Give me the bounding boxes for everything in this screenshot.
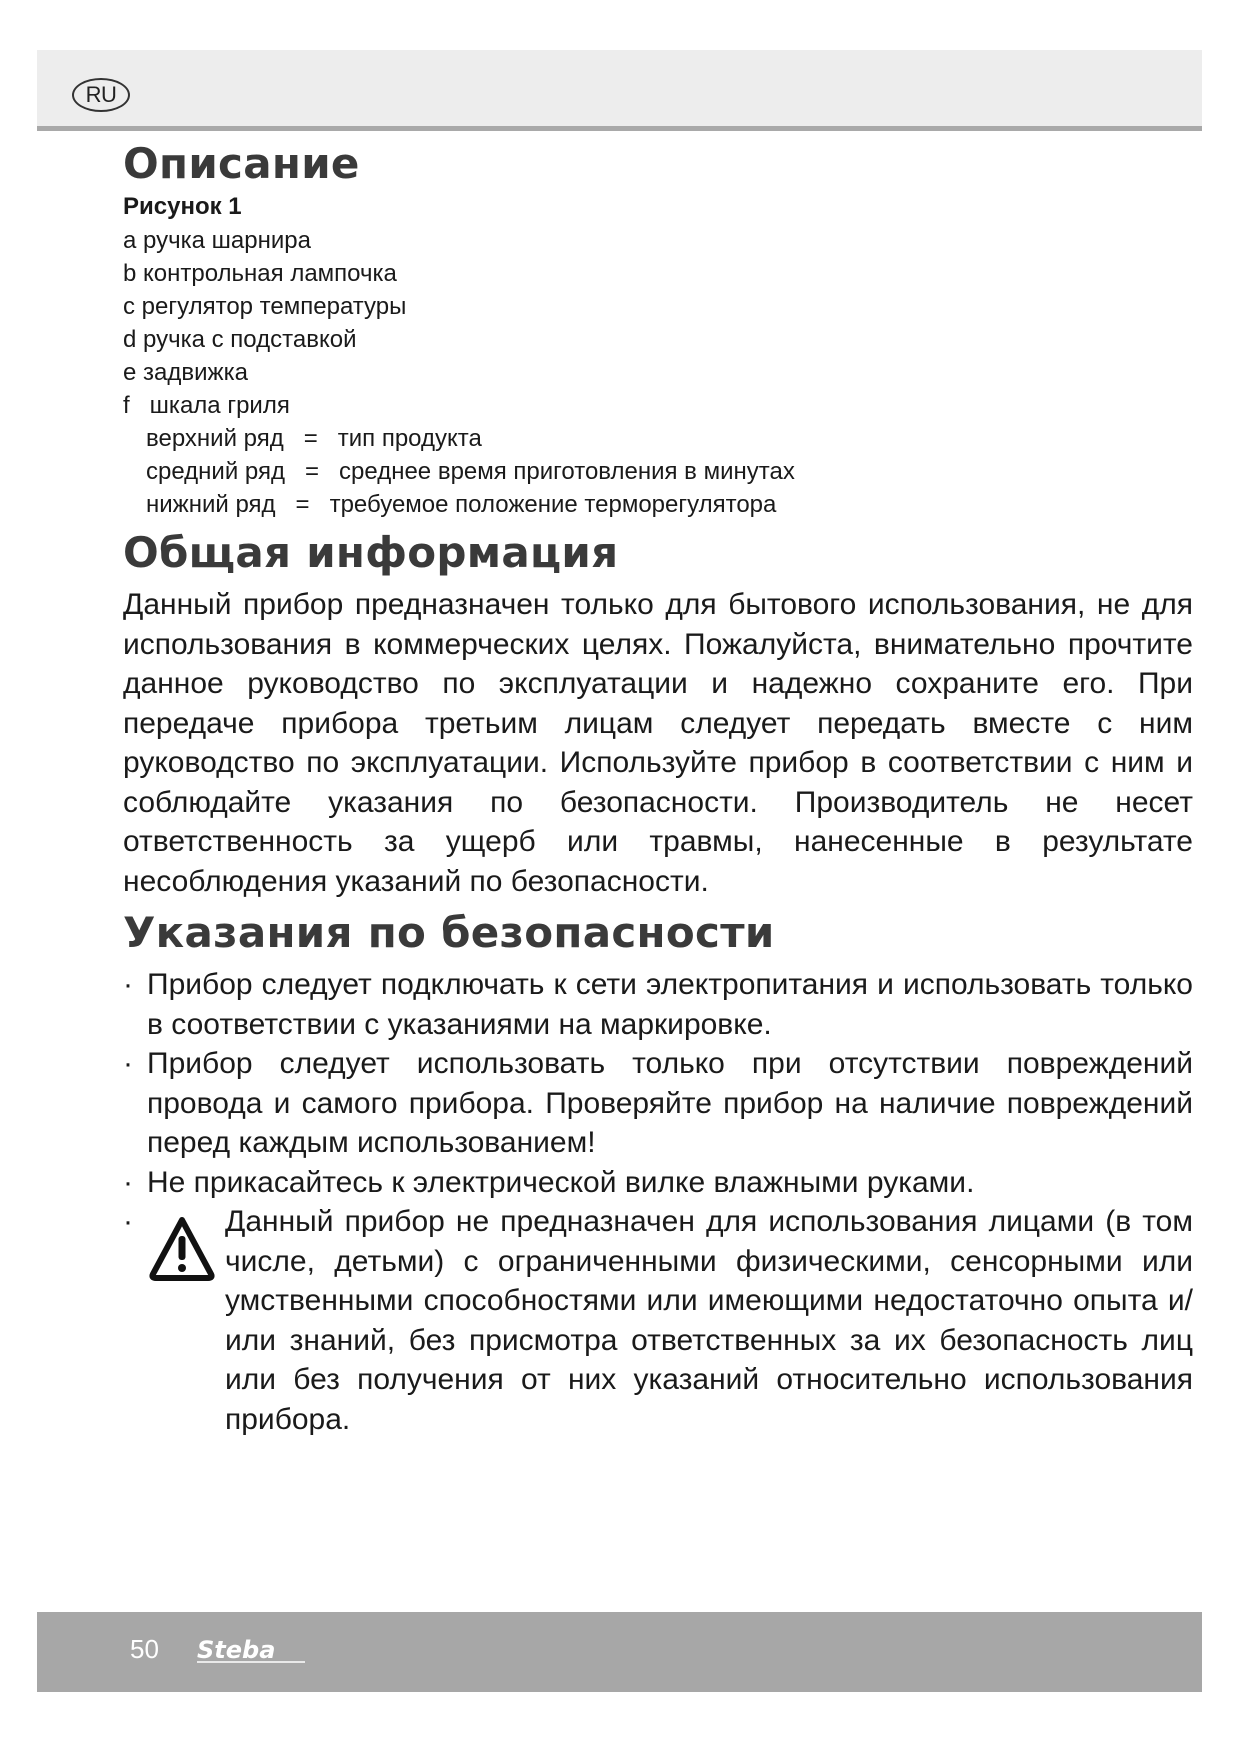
parts-item: a ручка шарнира xyxy=(123,227,311,254)
general-info-title: Общая информация xyxy=(123,528,619,577)
scale-row xyxy=(123,455,1203,488)
safety-title: Указания по безопасности xyxy=(123,908,775,957)
svg-text:Steba: Steba xyxy=(197,1636,276,1664)
general-info-text: Данный прибор предназначен только для бытового использования, не для использования в коммерческих целях. Пожалуйста, внимательно прочтите данное руководство по эксплуатации и надежно сохраните его. При передаче прибора третьим лицам следует передать вместе с ним руководство по эксплуатации. Используйте прибор в соответствии с ним и соблюдайте указания по безопасности. Производитель не несет ответственность за ущерб или травмы, нанесенные в результате несоблюдения указаний по безопасности. xyxy=(123,588,1193,898)
header-band xyxy=(37,50,1202,131)
scale-row-equals: = xyxy=(295,491,310,518)
safety-item xyxy=(123,965,1193,1044)
parts-item: c регулятор температуры xyxy=(123,293,407,320)
figure-label: Рисунок 1 xyxy=(123,193,242,220)
bullet: · xyxy=(123,1047,133,1080)
safety-warning-item xyxy=(123,1202,1193,1439)
scale-row-label: верхний ряд xyxy=(146,425,284,452)
safety-item-text: Прибор следует подключать к сети электропитания и использовать только в соответствии с указаниями на маркировке. xyxy=(147,968,1193,1041)
bullet: · xyxy=(123,968,133,1001)
page-content xyxy=(123,132,1203,1439)
warning-triangle-icon xyxy=(147,1214,217,1284)
scale-row-meaning: тип продукта xyxy=(337,425,482,452)
safety-item xyxy=(123,1163,1193,1203)
safety-item xyxy=(123,1044,1193,1163)
footer-band xyxy=(37,1612,1202,1692)
scale-row-label: средний ряд xyxy=(146,458,285,485)
parts-item: e задвижка xyxy=(123,359,248,386)
scale-row-label: нижний ряд xyxy=(146,491,276,518)
parts-item: b контрольная лампочка xyxy=(123,260,397,287)
language-badge: RU xyxy=(72,78,130,112)
bullet: · xyxy=(123,1205,133,1238)
parts-item: d ручка с подставкой xyxy=(123,326,357,353)
description-title: Описание xyxy=(123,139,360,188)
scale-row xyxy=(123,488,1203,521)
safety-list xyxy=(123,965,1193,1439)
scale-row-meaning: среднее время приготовления в минутах xyxy=(339,458,795,485)
parts-item: f шкала гриля xyxy=(123,392,290,419)
safety-item-text: Не прикасайтесь к электрической вилке влажными руками. xyxy=(147,1165,975,1199)
scale-row xyxy=(123,422,1203,455)
scale-row-meaning: требуемое положение терморегулятора xyxy=(329,491,777,518)
parts-list xyxy=(123,224,1203,521)
scale-row-equals: = xyxy=(303,425,318,452)
bullet: · xyxy=(123,1165,133,1199)
steba-logo xyxy=(195,1634,315,1668)
scale-row-equals: = xyxy=(305,458,320,485)
safety-item-text: Прибор следует использовать только при отсутствии повреждений провода и самого прибора. Проверяйте прибор на наличие повреждений перед каждым использованием! xyxy=(147,1047,1193,1159)
page-number: 50 xyxy=(130,1634,159,1664)
safety-warning-text: Данный прибор не предназначен для использования лицами (в том числе, детьми) с ограниченными физическими, сенсорными или умственными способностями или имеющими недостаточно опыта и/или знаний, без присмотра ответственных за их безопасность лиц или без получения от них указаний относительно использования прибора. xyxy=(225,1205,1193,1436)
